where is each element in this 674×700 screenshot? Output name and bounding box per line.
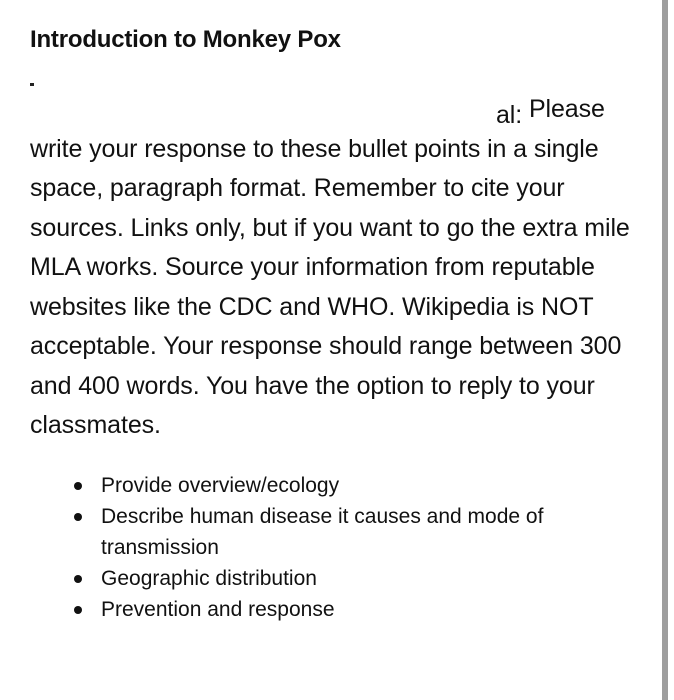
cropped-first-line xyxy=(30,90,646,130)
first-line-end xyxy=(496,90,605,130)
bullet-item: Prevention and response xyxy=(74,594,621,625)
page-right-border xyxy=(662,0,668,700)
first-line-visible-word: Please xyxy=(528,95,605,123)
cropped-text-fragment xyxy=(30,83,34,86)
document-content xyxy=(30,24,646,625)
partial-word: al: xyxy=(496,101,523,129)
bullet-item: Provide overview/ecology xyxy=(74,470,621,501)
bullet-item: Geographic distribution xyxy=(74,563,621,594)
paragraph-body: write your response to these bullet points in a single space, paragraph format. Remember to cite your sources. Links only, but if you want to go the extra mile MLA works. Source your information from reputable websites like the CDC and WHO. Wikipedia is NOT acceptable. Your response should range between 300 and 400 words. You have the option to reply to your classmates. xyxy=(30,134,630,439)
document-title: Introduction to Monkey Pox xyxy=(30,26,341,53)
bullet-list xyxy=(74,470,646,625)
bullet-item: Describe human disease it causes and mode of transmission xyxy=(74,501,621,563)
instructions-paragraph xyxy=(30,90,646,446)
